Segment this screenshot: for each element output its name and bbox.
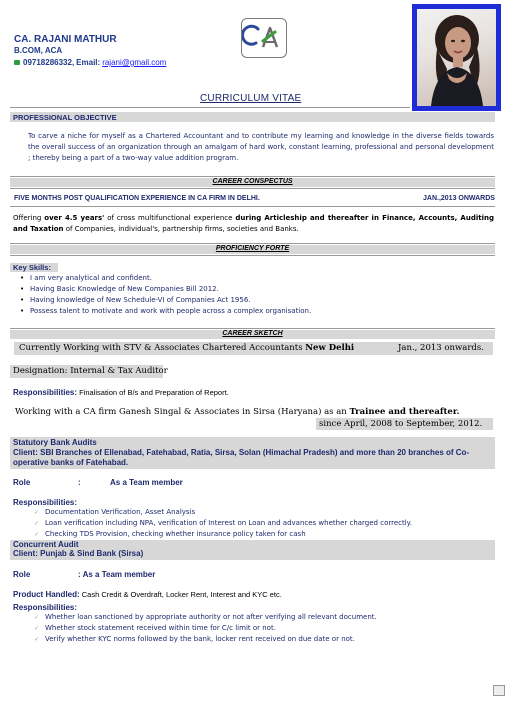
divider [10, 188, 495, 189]
candidate-degree: B.COM, ACA [14, 46, 63, 55]
current-responsibilities: Responsibilities: Finalisation of B/s and Preparation of Report. [13, 388, 229, 397]
concurrent-resp-label: Responsibilities: [13, 603, 78, 612]
list-item: ✓ Documentation Verification, Asset Analysis [15, 507, 495, 518]
contact-line [14, 58, 166, 67]
email-link[interactable]: rajani@gmail.com [102, 58, 167, 67]
phone-number: 09718286332, [23, 58, 75, 67]
statutory-role-value: As a Team member [110, 478, 183, 487]
divider [10, 255, 495, 256]
statutory-client: Client: SBI Branches of Ellenabad, Fatehabad, Ratia, Sirsa, Solan (Himachal Pradesh) and more than 20 branches of Co-operative banks of Fatehabad. [13, 448, 470, 467]
previous-job: Working with a CA firm Ganesh Singal & Associates in Sirsa (Haryana) as an Trainee and thereafter. [15, 407, 460, 417]
cv-title: CURRICULUM VITAE [200, 93, 302, 104]
statutory-heading: Statutory Bank Audits [13, 438, 97, 447]
proficiency-heading: PROFICIENCY FORTE [215, 245, 290, 252]
firm-experience: FIVE MONTHS POST QUALIFICATION EXPERIENCE IN CA FIRM IN DELHI. [14, 195, 260, 202]
concurrent-role-label: Role [13, 570, 31, 579]
statutory-resp-list [15, 507, 495, 540]
divider [10, 176, 495, 177]
concurrent-role-value: : As a Team member [78, 570, 156, 579]
skills-list [0, 273, 495, 317]
list-item: • I am very analytical and confident. [0, 273, 495, 284]
statutory-role-label: Role [13, 478, 31, 487]
product-handled: Product Handled: Cash Credit & Overdraft, Locker Rent, Interest and KYC etc. [13, 590, 282, 599]
email-label: Email: [76, 58, 101, 67]
statutory-resp-label: Responsibilities: [13, 498, 78, 507]
profile-photo [417, 9, 496, 106]
objective-text: To carve a niche for myself as a Chartered Accountant and to contribute my learning and knowledge in the diverse fields towards the overall success of an organization through an amalgam of hard work, constant learning, professional and personal development ; thereby being a part of a two-way value addition program. [28, 132, 494, 162]
divider [10, 328, 495, 329]
concurrent-heading: Concurrent Audit [13, 540, 79, 549]
divider [10, 206, 495, 207]
firm-experience-date: JAN.,2013 ONWARDS [423, 195, 495, 202]
list-item: • Having knowledge of New Schedule-VI of Companies Act 1956. [0, 295, 495, 306]
divider [10, 107, 410, 108]
sketch-heading: CAREER SKETCH [222, 330, 283, 337]
objective-heading: PROFESSIONAL OBJECTIVE [13, 113, 117, 122]
concurrent-resp-list [15, 612, 495, 645]
page-corner-icon [493, 685, 505, 696]
current-job-date: Jan., 2013 onwards. [398, 343, 484, 353]
divider [10, 243, 495, 244]
current-job: Currently Working with STV & Associates Chartered Accountants New Delhi [19, 343, 355, 353]
ca-logo [241, 18, 287, 58]
previous-job-date: since April, 2008 to September, 2012. [319, 419, 483, 429]
designation: Designation: Internal & Tax Auditor [13, 366, 168, 376]
offering-paragraph: Offering over 4.5 years' of cross multifunctional experience during Articleship and thereafter in Finance, Accounts, Auditing and Taxation of Companies, individual's, partnership firms, societies and Banks. [13, 214, 494, 233]
list-item: • Having Basic Knowledge of New Companies Bill 2012. [0, 284, 495, 295]
conspectus-heading: CAREER CONSPECTUS [212, 178, 293, 185]
key-skills-label: Key Skills: [13, 263, 51, 272]
phone-icon [14, 60, 20, 65]
statutory-role-colon: : [78, 478, 81, 487]
list-item: • Possess talent to motivate and work with people across a complex organisation. [0, 306, 495, 317]
list-item: ✓ Whether loan sanctioned by appropriate authority or not after verifying all relevant document. [15, 612, 495, 623]
list-item: ✓ Checking TDS Provision, checking whether insurance policy taken for cash [15, 529, 495, 540]
candidate-name: CA. RAJANI MATHUR [14, 34, 117, 45]
list-item: ✓ Loan verification including NPA, verification of Interest on Loan and advances whether charged correctly. [15, 518, 495, 529]
list-item: ✓ Whether stock statement received within time for C/c limit or not. [15, 623, 495, 634]
list-item: ✓ Verify whether KYC norms followed by the bank, locker rent received on due date or not. [15, 634, 495, 645]
concurrent-client: Client: Punjab & Sind Bank (Sirsa) [13, 549, 144, 558]
